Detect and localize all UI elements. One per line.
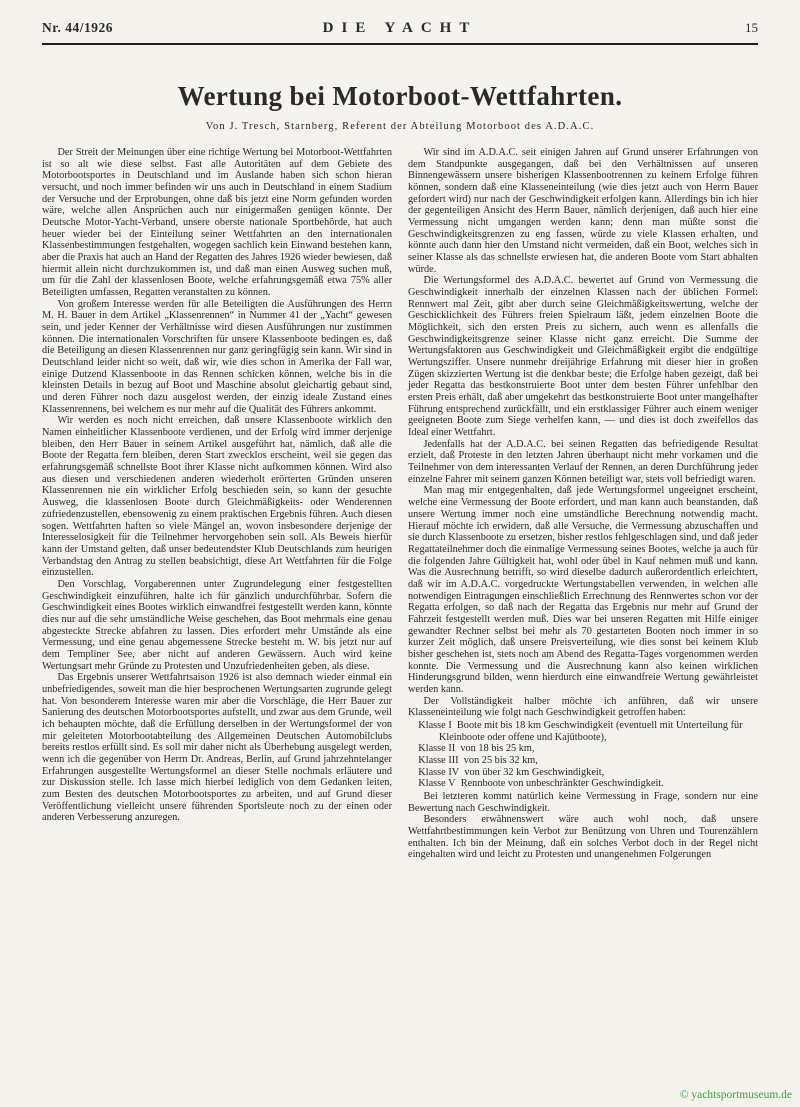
article-columns	[42, 147, 758, 861]
class-text: von über 32 km Geschwindigkeit,	[464, 766, 605, 778]
column-left	[42, 147, 392, 861]
class-list-item	[408, 778, 758, 790]
masthead: DIE YACHT	[322, 20, 478, 36]
class-text: Boote mit bis 18 km Geschwindigkeit (eventuell mit Unterteilung für Kleinboote oder offene und Kajütboote),	[438, 719, 743, 743]
paragraph: Jedenfalls hat der A.D.A.C. bei seinen Regatten das befriedigende Resultat erzielt, daß Proteste in den letzten Jahren überhaupt nicht mehr vorkamen und die Teilnehmer von dem interessanten Verlauf der Rennen, an deren Durchführung jeder einzelne Fahrer mit seinem ganzen Können beteiligt war, stets voll befriedigt waren.	[408, 438, 758, 485]
paragraph: Besonders erwähnenswert wäre auch wohl noch, daß unsere Wettfahrtbestimmungen kein Verbot zur Benützung von Uhren und Tourenzählern enthalten. Ich bin der Meinung, daß ein solches Verbot doch in der Regel nicht eingehalten wird und leicht zu Protesten und unangenehmen Folgerungen	[408, 814, 758, 861]
paragraph: Man mag mir entgegenhalten, daß jede Wertungsformel ungeeignet erscheint, welche eine Vermessung der Boote erfordert, und man kann auch beanstanden, daß unsere Wertung immer noch eine umständliche Berechnung notwendig macht. Hierauf möchte ich erwidern, daß alle Versuche, die Vermessung abzuschaffen und sie durch Klassenboote zu ersetzen, bisher restlos fehlgeschlagen sind, und daß jeder Regattateilnehmer doch die einmalige Vermessung seines Bootes, welche ja auch für die folgenden Jahre Gültigkeit hat, wohl oder übel in Kauf nehmen muß und kann. Was die Ausrechnung betrifft, so wird dieselbe dadurch außerordentlich erleichtert, daß wir im A.D.A.C. vorgedruckte Wertungstabellen verwenden, in welchen alle notwendigen Eintragungen einschließlich Errechnung des Rennwertes schon vor der Regatta erfolgen, so daß nach der Regatta das Ergebnis nur mehr auf Grund der Fahrzeit festgestellt werden muß. Dies war bei unseren Regatten mit Hilfe einiger gewandter Rechner selbst bei mehr als 70 gestarteten Booten noch immer in so kurzer Zeit möglich, daß unsere Preisverteilung, wie dies sonst bei keinem Klub bisher geschehen ist, stets noch am Abend des Regatta-Tages vorgenommen werden konnte. Die Vermessung und die Ausrechnung kann also keinen wirklichen Hinderungsgrund bilden, wenn hierdurch eine einwandfreie Wertung gewährleistet werden kann.	[408, 485, 758, 695]
paragraph: Bei letzteren kommt natürlich keine Vermessung in Frage, sondern nur eine Bewertung nach Geschwindigkeit.	[408, 790, 758, 814]
paragraph: Der Vollständigkeit halber möchte ich anführen, daß wir unsere Klasseneinteilung wie folgt nach Geschwindigkeit getroffen haben:	[408, 695, 758, 719]
class-label: Klasse V	[418, 778, 456, 790]
article-title: Wertung bei Motorboot-Wettfahrten.	[177, 81, 623, 111]
class-list-item	[408, 743, 758, 755]
paragraph: Wir sind im A.D.A.C. seit einigen Jahren auf Grund unserer Erfahrungen von dem Standpunkte ausgegangen, daß bei den Verhältnissen auf unseren Binnengewässern unsere bisherigen Klassenbootrennen zu keinem Erfolge führen können, sondern daß eine Klasseneinteilung (wie dies jetzt auch von Herrn Bauer gefordert wird) nur nach der Geschwindigkeit erfolgen kann. Allerdings bin ich hier der gegenteiligen Ansicht des Herrn Bauer, nämlich derjenigen, daß auch hier eine Vermessung nicht umgangen werden kann; denn man müßte sonst die Geschwindigkeitsgrenzen zu eng fassen, würde zu viele Klassen erhalten, und könnte auch dann hier den Umstand nicht vermeiden, daß ein Boot, welches sich in seiner Klasse als das schnellste erwiesen hat, die anderen Boote vom Start abhalten würde.	[408, 147, 758, 275]
paragraph: Wir werden es noch nicht erreichen, daß unsere Klassenboote wirklich den Namen einheitlicher Klassenboote verdienen, und der Erfolg wird immer derjenige bleiben, den Herr Bauer in seinem Artikel ausgeführt hat, nämlich, daß alle die Boote der Regatta fern bleiben, deren Start zwecklos erscheint, weil sie gegen das erfahrungsgemäß schnellste Boot ihrer Klasse nicht aufkommen können. Wird also aus diesen und verschiedenen anderen wiederholt erörterten Gründen unseren Klassenrennen nie ein wirklicher Erfolg beschieden sein, so kann der gesuchte Ausweg, die klassenlosen Boote durch Gleichmäßigkeits- oder Wenderennen zufriedenzustellen, ebensowenig zu einem praktischen Ergebnis führen. Auch diesen sogen. Wettfahrten haften so viele Mängel an, wovon insbesondere derjenige der Interesselosigkeit für die Teilnehmer hervorgehoben sein soll. Als Beweis hierfür kann der Umstand gelten, daß unser bedeutendster Klub Deutschlands zum heurigen Verbandstag den Antrag zu stellen beabsichtigt, diese Art Wettfahrten für die Folge einzustellen.	[42, 415, 392, 579]
header-rule	[42, 43, 758, 45]
issue-number: Nr. 44/1926	[42, 20, 114, 35]
column-right	[408, 147, 758, 861]
paragraph: Der Streit der Meinungen über eine richtige Wertung bei Motorboot-Wettfahrten ist so alt wie diese selbst. Fast alle Autoritäten auf dem Gebiete des Motorbootsportes in Deutschland und im Auslande haben sich schon hieran versucht, und noch immer befinden wir uns auch in Deutschland in einem Stadium der Versuche und der Erprobungen, ohne daß bis jetzt eine Norm gefunden worden wäre, welche allen Ansprüchen auch nur einigermaßen genügen könnte. Der Deutsche Motor-Yacht-Verband, unsere oberste nationale Sportbehörde, hat auch heuer wieder bei der Einteilung seiner Wettfahrten an den internationalen Klassenbestimmungen festgehalten, wogegen sachlich kein Einwand bestehen kann, aber die Praxis hat auch an Hand der Regatten des Jahres 1926 wieder bewiesen, daß hiermit allein nicht durchzukommen ist, und daß man einen Ausweg suchen muß, um für die Zahl der klassenlosen Boote, welche erfahrungsgemäß etwa 75% aller Beteiligten umfassen, Regatten veranstalten zu können.	[42, 147, 392, 299]
class-list	[408, 720, 758, 790]
class-text: Rennboote von unbeschränkter Geschwindigkeit.	[460, 778, 664, 790]
class-list-item	[408, 767, 758, 779]
paragraph: Die Wertungsformel des A.D.A.C. bewertet auf Grund von Vermessung die Geschwindigkeit innerhalb der einzelnen Klassen nach der üblichen Formel: Rennwert mal Zeit, gibt aber durch seine Gleichmäßigkeitswertung, welche der Geschicklichkeit des Führers freien Spielraum läßt, jedem einzelnen Boote die Möglichkeit, sich den ersten Preis zu sichern, auch wenn es allenfalls die Geschwindigkeitsgrenze seiner Klasse nicht ganz erreicht. Die Summe der Wertungsfaktoren aus Geschwindigkeit und Gleichmäßigkeit ergibt die endgültige Wertungsziffer. Unsere nunmehr dreijährige Erfahrung mit dieser hier in großen Zügen skizzierten Wertung ist die denkbar beste; die Erfolge haben gezeigt, daß bei jeder Regatta das bestkonstruierte Boot unter dem besten Führer unfehlbar den ersten Preis erhält, daß aber umgekehrt das bestkonstruierte Boot unter mangelhafter Führung entsprechend zurückfällt, und ein erstklassiger Führer auch einem weniger geeigneten Boote zum Siege verhelfen kann, — und dies ist doch zweifellos das Ideal einer Wettfahrt.	[408, 275, 758, 439]
page-header	[42, 20, 758, 37]
class-label: Klasse II	[418, 743, 456, 755]
page-number: 15	[745, 20, 758, 35]
paragraph: Von großem Interesse werden für alle Beteiligten die Ausführungen des Herrn M. H. Bauer in dem Artikel „Klassenrennen“ in Nummer 41 der „Yacht“ gewesen sein, und jeder Kenner der Verhältnisse wird diesen Ausführungen nur zustimmen können. Die internationalen Vorschriften für unsere Klassenboote bedingen es, daß die Beteiligung an diesen Klassenrennen nur ganz geringfügig sein kann. Wir sind in Deutschland leider nicht so weit, daß wir, wie dies schon in Amerika der Fall war, einige Dutzend Klassenboote in das Rennen schicken können, welche bis in die kleinsten Details in bezug auf Boot und Maschine absolut gleichartig gebaut sind, und deren Führer noch dazu ausgelost werden, der einzig ideale Zustand eines Klassenrennens, bei welchem es nur mehr auf die Qualität des Führers ankommt.	[42, 298, 392, 415]
class-text: von 25 bis 32 km,	[463, 754, 538, 766]
class-label: Klasse I	[418, 719, 452, 731]
class-label: Klasse IV	[418, 766, 460, 778]
paragraph: Den Vorschlag, Vorgaberennen unter Zugrundelegung einer festgestellten Geschwindigkeit einzuführen, halte ich für gänzlich undurchführbar. Sofern die Geschwindigkeit eines Bootes wirklich einwandfrei festgestellt werden kann, könnte dies nur auf die sehr umständliche Weise geschehen, das Boot mehrmals eine genau abgesteckte Strecke abfahren zu lassen. Dies erfordert mehr Umstände als eine Vermessung, und eine genau abgemessene Strecke besteht m. W. bis jetzt nur auf dem Templiner See, aber nicht auf anderen Gewässern. Auch wird keine Wertungsart mehr Gründe zu Protesten und Unzufriedenheiten geben, als diese.	[42, 578, 392, 672]
class-label: Klasse III	[418, 754, 459, 766]
article-byline: Von J. Tresch, Starnberg, Referent der Abteilung Motorboot des A.D.A.C.	[205, 121, 595, 132]
class-list-item	[408, 755, 758, 767]
paragraph: Das Ergebnis unserer Wettfahrtsaison 1926 ist also demnach wieder einmal ein unbefriedigendes, soweit man die hier besprochenen Wertungsarten zugrunde gelegt hat. Von besonderem Interesse waren mir aber die Vorschläge, die Herr Bauer zur Sanierung des deutschen Motorbootsportes aufstellt, und zwar aus dem Grunde, weil ich behaupten möchte, daß die Erfüllung derselben in der Wertungsformel der von mir geleiteten Motorbootabteilung des Allgemeinen Deutschen Automobilclubs bereits restlos erfüllt sind. Es soll mir daher nicht als Überhebung ausgelegt werden, wenn ich die gegenüber von Herrn Dr. Andreas, Berlin, auf Grund jahrzehntelanger Erfahrungen ausgestellte Wertungsformel an dieser Stelle nochmals erläutere und zur Diskussion stelle. Ich lasse mich hierbei lediglich von dem Gedanken leiten, zum Besten des deutschen Motorbootsportes zu arbeiten, und auf Grund dieser Veröffentlichung vielleicht unsere führenden Sportsleute noch zu der einen oder anderen Verbesserung anzuregen.	[42, 672, 392, 824]
class-text: von 18 bis 25 km,	[460, 743, 535, 755]
watermark: © yachtsportmuseum.de	[679, 1089, 792, 1101]
class-list-item	[408, 720, 758, 743]
